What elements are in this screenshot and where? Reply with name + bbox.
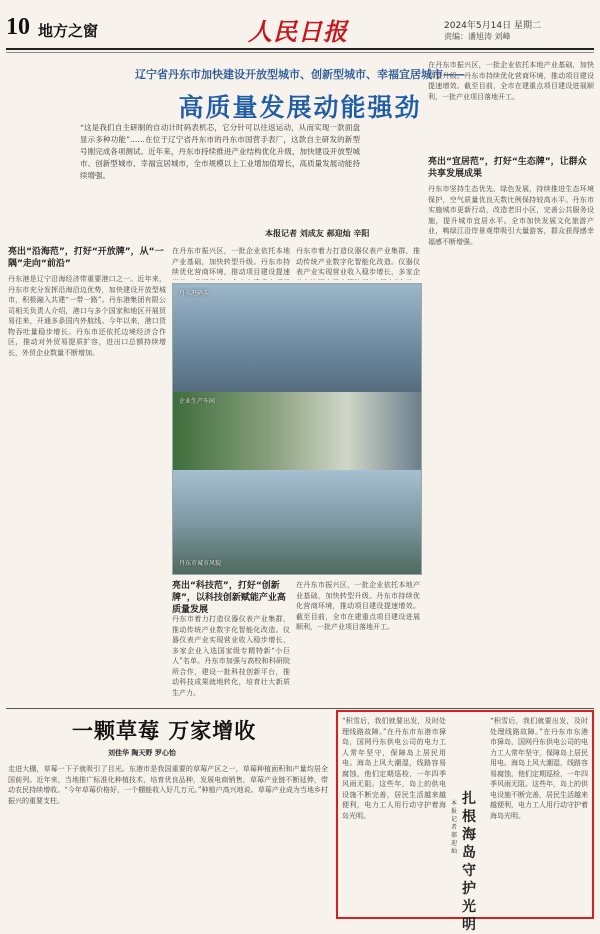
strawberry-article: 走进大棚，草莓一下子就吸引了目光。东港市是我国重要的草莓产区之一，草莓种植面积和产量均居全国前列。近年来，当地推广标准化种植技术，培育优良品种，发展电商销售，草莓产业链不断延伸，带动农民持续增收。“今年草莓价格好，一个棚能收入好几万元。”种植户高兴地说。草莓产业成为当地乡村振兴的重要支柱。	[8, 765, 328, 805]
article-column: 丹东市着力打造仪器仪表产业集群，推动传统产业数字化智能化改造。仪器仪表产业实现营业收入稳步增长，多家企业入选国家级专精特新“小巨人”名单。丹东市加强与高校和科研院所合作，建设一批科技创新平台，推动科技成果就地转化，培育壮大新质生产力。	[172, 615, 290, 697]
photo-collage	[172, 283, 422, 575]
subhead-opening: 亮出“沿海范”，打好“开放牌”，从“一隅”走向“前沿”	[8, 247, 164, 269]
strawberry-byline: 刘佳华 陶天野 罗心怡	[108, 749, 176, 757]
subhead-livability: 亮出“宜居范”，打好“生态牌”，让群众共享发展成果	[428, 157, 587, 179]
article-column: 在丹东市振兴区，一批企业依托本地产业基础，加快转型升级。丹东市持续优化营商环境，推动项目建设提速增效。截至目前，全市在建重点项目建设进展顺利，一批产业项目落地开工。	[428, 61, 594, 101]
header-rule-thin	[6, 52, 594, 53]
island-byline: 本报记者 郝迎灿	[451, 800, 458, 855]
port-photo	[173, 284, 421, 392]
lead-headline: 高质量发展动能强劲	[178, 93, 422, 122]
island-article: “积雪后，我们就要出发，及时处理线路故障。”在丹东市东港市獐岛，国网丹东供电公司的电力工人常年坚守，保障岛上居民用电。海岛上风大潮湿，线路容易腐蚀，他们定期巡检，一年四季风雨无阻。这些年，岛上的供电设施不断完善，居民生活越来越便利，电力工人用行动守护着海岛光明。	[490, 717, 588, 820]
photo-caption: 企业生产车间	[179, 398, 216, 405]
header-rule	[6, 48, 594, 50]
island-article: “积雪后，我们就要出发，及时处理线路故障。”在丹东市东港市獐岛，国网丹东供电公司的电力工人常年坚守，保障岛上居民用电。海岛上风大潮湿，线路容易腐蚀，他们定期巡检，一年四季风雨无阻。这些年，岛上的供电设施不断完善，居民生活越来越便利，电力工人用行动守护着海岛光明。	[342, 717, 446, 820]
editor-credit: 责编：潘旭涛 刘峰	[444, 32, 511, 41]
masthead-logo: 人民日报	[248, 17, 348, 46]
article-column: 在丹东市振兴区，一批企业依托本地产业基础，加快转型升级。丹东市持续优化营商环境，推动项目建设提速	[172, 247, 290, 276]
factory-photo	[173, 392, 421, 470]
photo-caption: 丹东港码头	[179, 290, 210, 297]
article-column: 丹东市着力打造仪器仪表产业集群，推动传统产业数字化智能化改造。仪器仪表产业实现营业收入稳步增长，多家企	[296, 247, 420, 276]
article-column: 丹东港是辽宁沿海经济带重要港口之一。近年来，丹东市充分发挥沿海沿边优势，加快建设开放型城市，积极融入共建“一带一路”。丹东港集团有限公司相关负责人介绍，港口与多个国家和地区开展贸易往来，开通多条国内外航线。今年以来，港口货物吞吐量稳步增长。丹东市还依托边境经济合作区，推动对外贸易提质扩容，进出口总额持续增长，外贸企业数量不断增加。	[8, 275, 166, 357]
photo-caption: 丹东市城市风貌	[179, 560, 222, 567]
section-divider	[6, 708, 594, 709]
island-headline: 扎根海岛守护光明	[462, 791, 476, 933]
lead-byline: 本报记者 刘成友 郝迎灿 辛阳	[265, 229, 370, 238]
section-title: 地方之窗	[38, 22, 99, 40]
lead-kicker: 辽宁省丹东市加快建设开放型城市、创新型城市、幸福宜居城市——	[135, 68, 465, 81]
subhead-innovation: 亮出“科技范”，打好“创新牌”，以科技创新赋能产业高质量发展	[172, 581, 286, 615]
article-column: 在丹东市振兴区，一批企业依托本地产业基础，加快转型升级。丹东市持续优化营商环境，推动项目建设提速增效。截至目前，全市在建重点项目建设进展顺利，一批产业项目落地开工。	[296, 581, 420, 631]
city-photo	[173, 470, 421, 574]
strawberry-headline: 一颗草莓 万家增收	[72, 719, 257, 743]
lead-intro: “这是我们自主研制的自动计时码表机芯，它分针可以往返运动，从而实现一款面盘显示多种功能”……在位于辽宁省丹东市的丹东市国营手表厂，这款自主研发的新型号刚完成各项测试。近年来，丹东市持续推进产业结构优化升级，加快建设开放型城市、创新型城市、幸福宜居城市，全市规模以上工业增加值增长，高质量发展动能持续增强。	[80, 123, 360, 180]
page-number: 10	[6, 14, 30, 40]
article-column: 丹东市坚持生态优先、绿色发展，持续推进生态环境保护，空气质量优良天数比例保持较高水平。丹东市实施城市更新行动，改造老旧小区，完善公共服务设施，提升城市宜居水平。全市加快发展文化旅游产业，鸭绿江沿岸景观带吸引大量游客，群众获得感幸福感不断增强。	[428, 185, 594, 246]
issue-date: 2024年5月14日 星期二	[444, 21, 541, 31]
